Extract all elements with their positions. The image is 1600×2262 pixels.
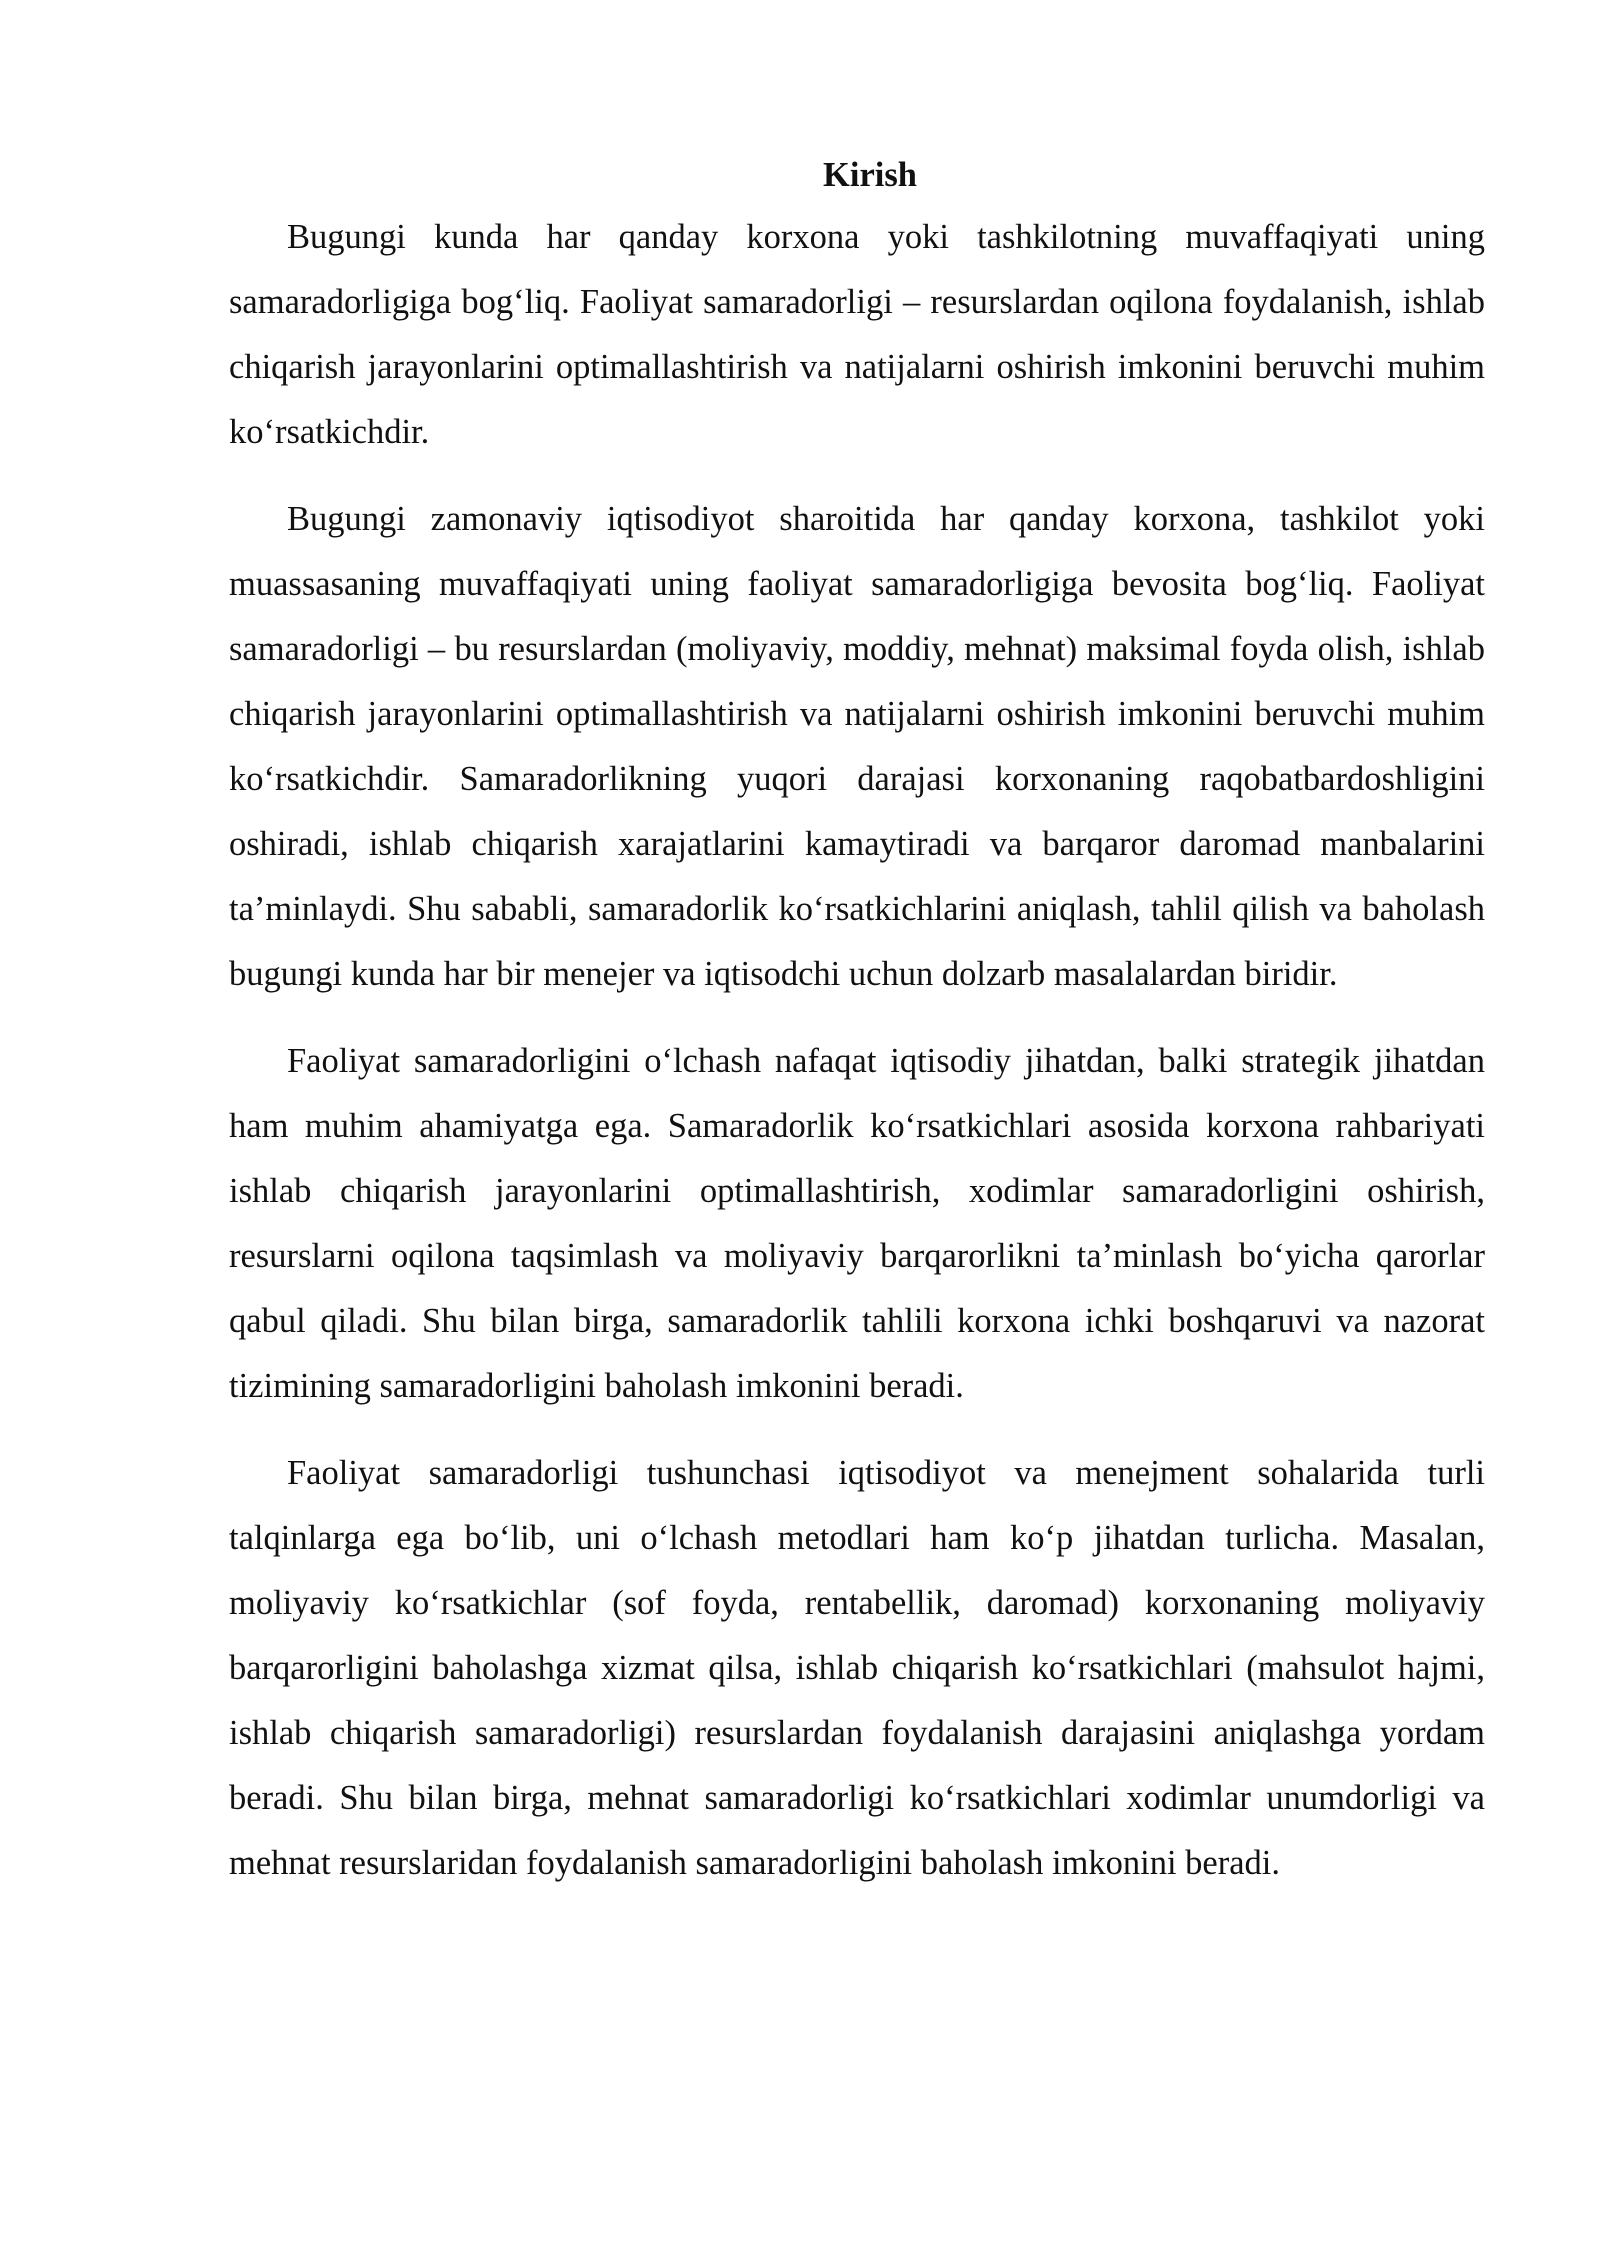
paragraph-2: Bugungi zamonaviy iqtisodiyot sharoitida har qanday korxona, tashkilot yoki muassasaning muvaffaqiyati uning faoliyat samaradorligiga bevosita bog‘liq. Faoliyat samaradorligi – bu resurslardan (moliyaviy, moddiy, mehnat) maksimal foyda olish, ishlab chiqarish jarayonlarini optimallashtirish va natijalarni oshirish imkonini beruvchi muhim ko‘rsatkichdir. Samaradorlikning yuqori darajasi korxonaning raqobatbardoshligini oshiradi, ishlab chiqarish xarajatlarini kamaytiradi va barqaror daromad manbalarini ta’minlaydi. Shu sababli, samaradorlik ko‘rsatkichlarini aniqlash, tahlil qilish va baholash bugungi kunda har bir menejer va iqtisodchi uchun dolzarb masalalardan biridir. bbox=[229, 500, 1485, 993]
paragraph-1: Bugungi kunda har qanday korxona yoki tashkilotning muvaffaqiyati uning samaradorligiga bog‘liq. Faoliyat samaradorligi – resurslardan oqilona foydalanish, ishlab chiqarish jarayonlarini optimallashtirish va natijalarni oshirish imkonini beruvchi muhim ko‘rsatkichdir. bbox=[229, 218, 1485, 451]
document-body bbox=[229, 145, 1485, 1918]
paragraph-3: Faoliyat samaradorligini o‘lchash nafaqat iqtisodiy jihatdan, balki strategik jihatdan ham muhim ahamiyatga ega. Samaradorlik ko‘rsatkichlari asosida korxona rahbariyati ishlab chiqarish jarayonlarini optimallashtirish, xodimlar samaradorligini oshirish, resurslarni oqilona taqsimlash va moliyaviy barqarorlikni ta’minlash bo‘yicha qarorlar qabul qiladi. Shu bilan birga, samaradorlik tahlili korxona ichki boshqaruvi va nazorat tizimining samaradorligini baholash imkonini beradi. bbox=[229, 1042, 1485, 1405]
paragraph-4: Faoliyat samaradorligi tushunchasi iqtisodiyot va menejment sohalarida turli talqinlarga ega bo‘lib, uni o‘lchash metodlari ham ko‘p jihatdan turlicha. Masalan, moliyaviy ko‘rsatkichlar (sof foyda, rentabellik, daromad) korxonaning moliyaviy barqarorligini baholashga xizmat qilsa, ishlab chiqarish ko‘rsatkichlari (mahsulot hajmi, ishlab chiqarish samaradorligi) resurslardan foydalanish darajasini aniqlashga yordam beradi. Shu bilan birga, mehnat samaradorligi ko‘rsatkichlari xodimlar unumdorligi va mehnat resurslaridan foydalanish samaradorligini baholash imkonini beradi. bbox=[229, 1454, 1485, 1882]
page-title: Kirish bbox=[823, 156, 917, 194]
